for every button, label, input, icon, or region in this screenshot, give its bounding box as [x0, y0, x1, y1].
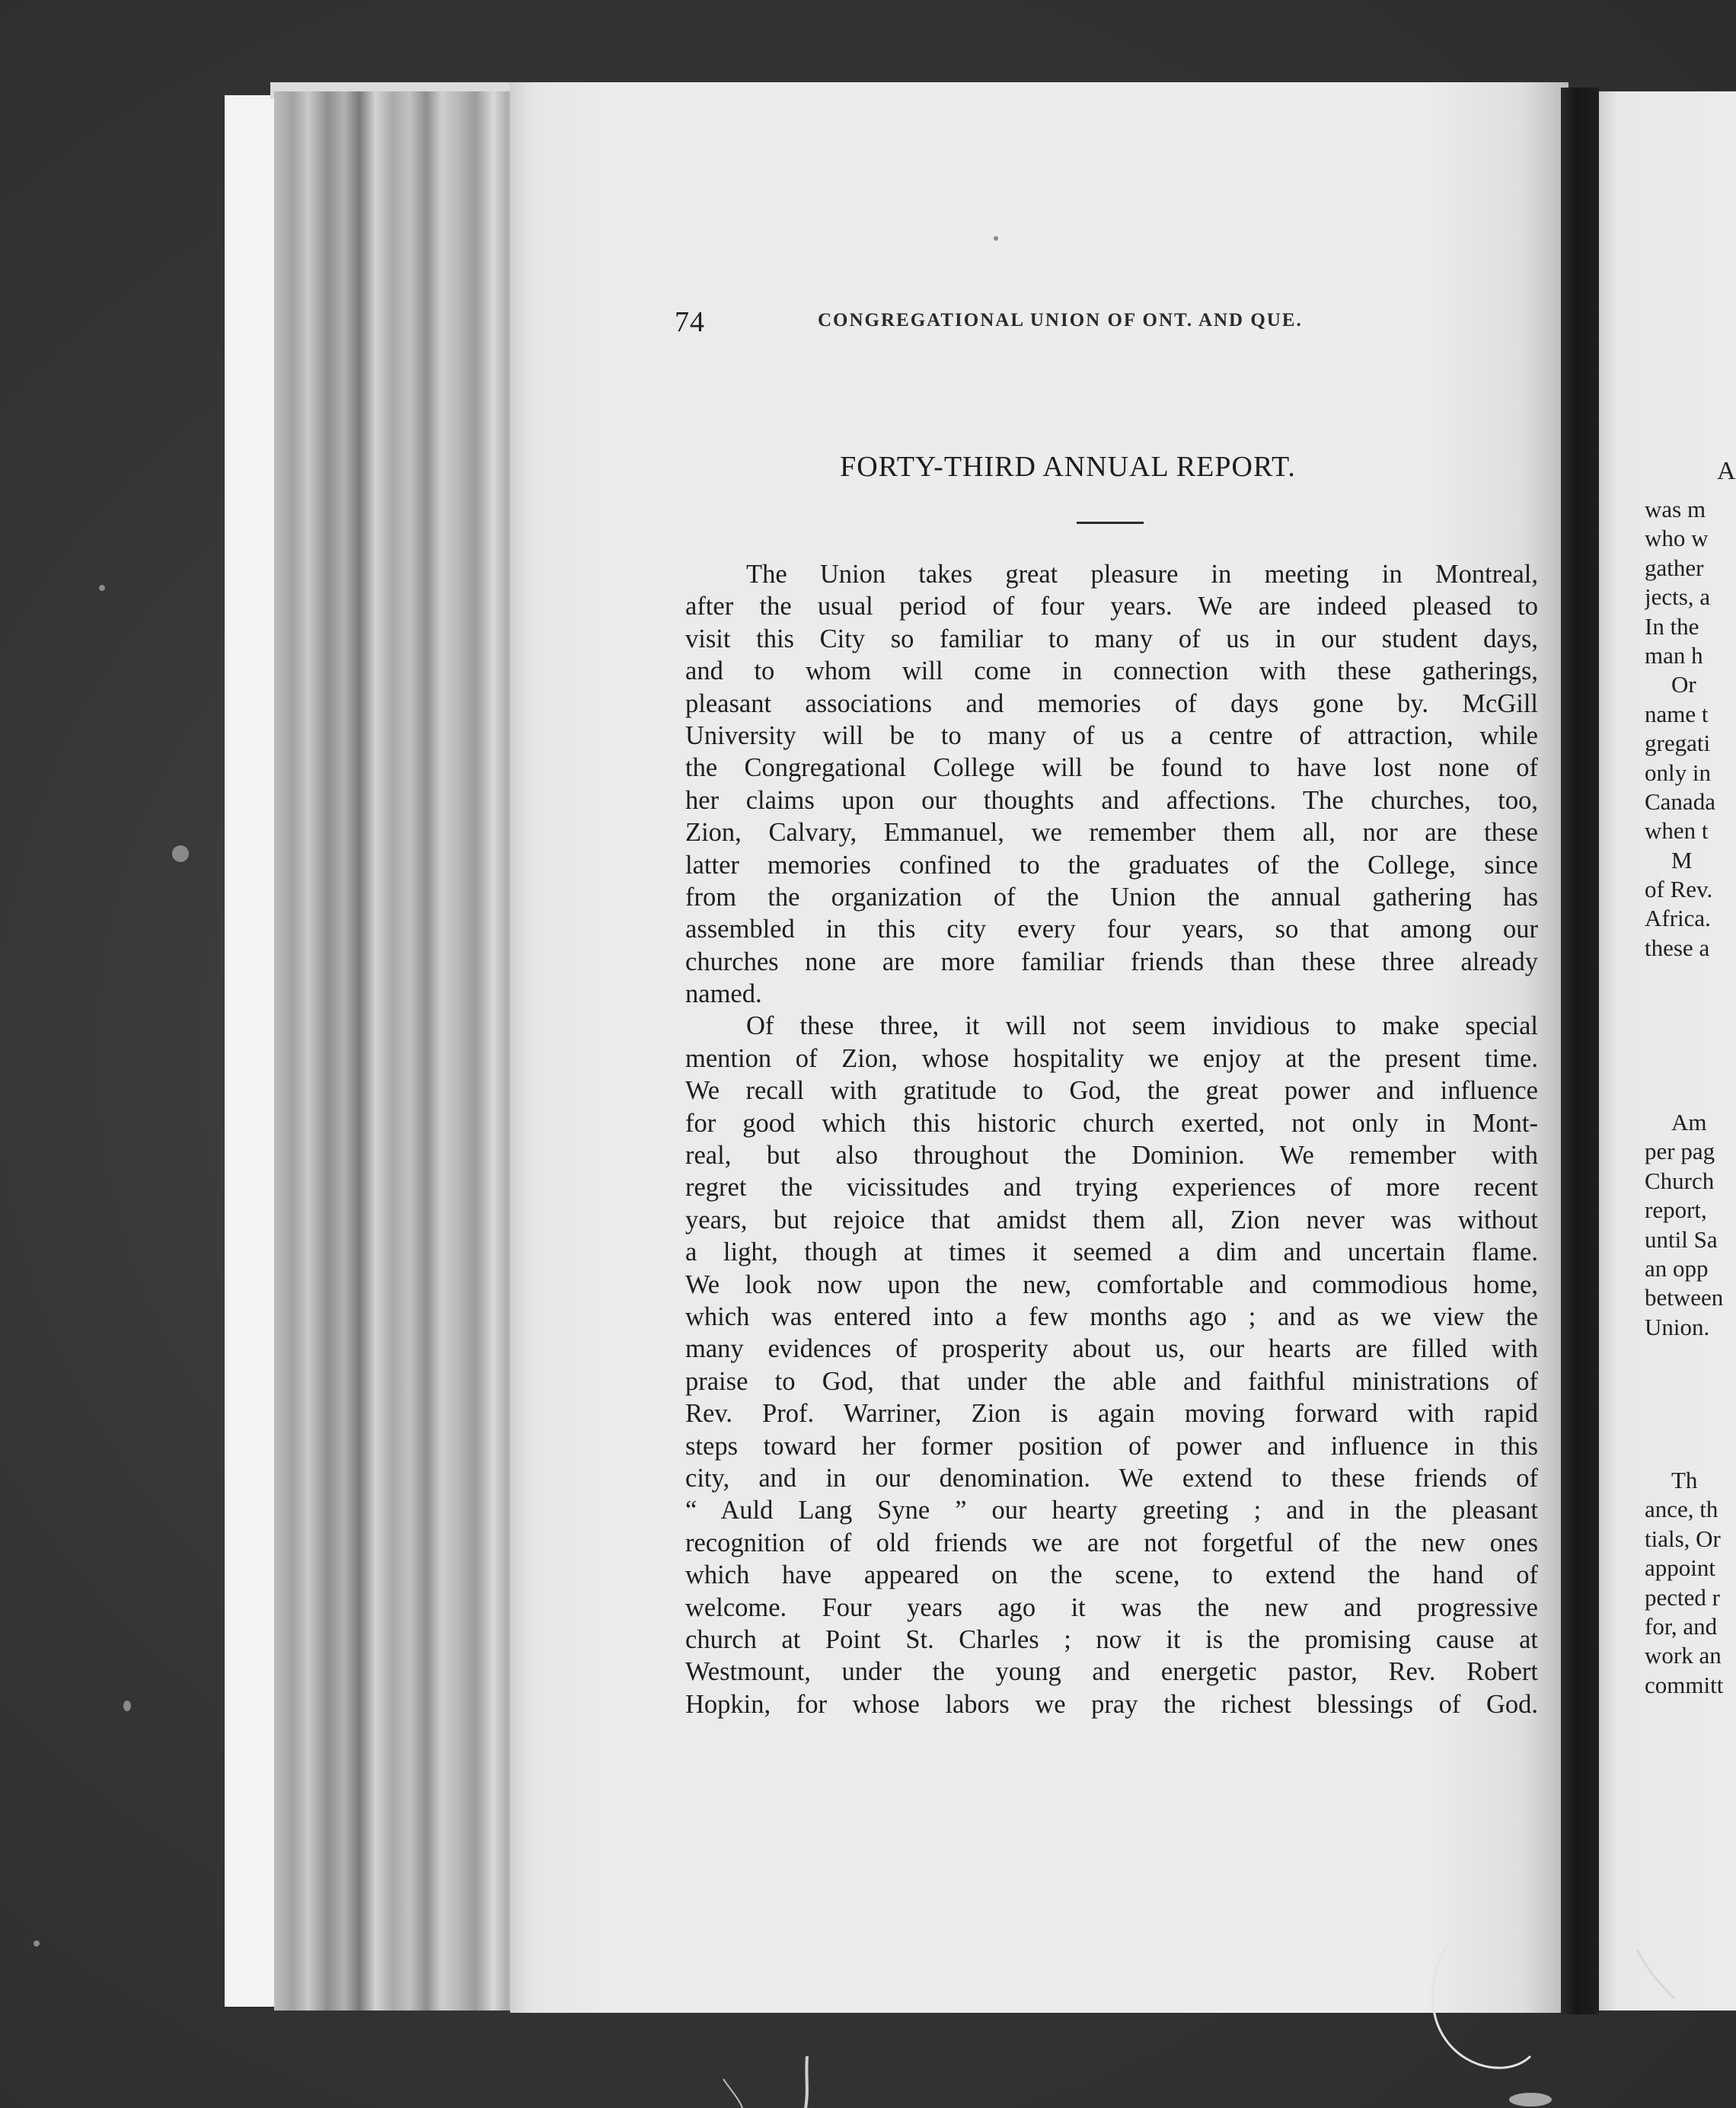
- text-line: her claims upon our thoughts and affections. The churches, too,: [685, 785, 1538, 815]
- facing-text-line: Th: [1671, 1467, 1698, 1493]
- text-line: mention of Zion, whose hospitality we enjoy at the present time.: [685, 1043, 1538, 1073]
- facing-text-line: Am: [1671, 1109, 1707, 1135]
- text-line: regret the vicissitudes and trying experiences of more recent: [685, 1173, 1538, 1203]
- text-line: steps toward her former position of power and influence in this: [685, 1431, 1538, 1461]
- thread-fiber: [723, 2079, 742, 2108]
- facing-text-line: ance, th: [1645, 1496, 1718, 1523]
- dust-speck: [994, 236, 998, 241]
- text-line: recognition of old friends we are not forgetful of the new ones: [685, 1528, 1538, 1557]
- text-line: praise to God, that under the able and faithful ministrations of: [685, 1366, 1538, 1396]
- text-line: Zion, Calvary, Emmanuel, we remember them all, nor are these: [685, 818, 1538, 848]
- dust-speck: [123, 1701, 131, 1711]
- text-line: Rev. Prof. Warriner, Zion is again moving forward with rapid: [685, 1399, 1538, 1429]
- text-line: pleasant associations and memories of days gone by. McGill: [685, 688, 1538, 718]
- facing-text-line: committ: [1645, 1671, 1724, 1698]
- dust-speck: [34, 1940, 40, 1947]
- facing-text-line: pected r: [1645, 1583, 1720, 1611]
- facing-page-heading: A: [1717, 457, 1736, 485]
- facing-text-line: gather: [1645, 554, 1704, 581]
- facing-text-line: per pag: [1645, 1138, 1715, 1165]
- facing-text-line: Union.: [1645, 1313, 1710, 1340]
- facing-text-line: M: [1671, 846, 1693, 874]
- text-line: the Congregational College will be found to have lost none of: [685, 753, 1538, 783]
- text-line: many evidences of prosperity about us, our hearts are filled with: [685, 1334, 1538, 1364]
- text-line: from the organization of the Union the annual gathering has: [685, 882, 1538, 912]
- text-line: Hopkin, for whose labors we pray the richest blessings of God.: [685, 1689, 1538, 1719]
- facing-text-line: of Rev.: [1645, 876, 1713, 903]
- text-line: which was entered into a few months ago ; and as we view the: [685, 1302, 1538, 1331]
- text-line: welcome. Four years ago it was the new and progressive: [685, 1592, 1538, 1622]
- text-line: city, and in our denomination. We extend to these friends of: [685, 1463, 1538, 1493]
- facing-text-line: for, and: [1645, 1612, 1718, 1640]
- facing-text-line: Church: [1645, 1167, 1715, 1194]
- text-line: visit this City so familiar to many of us in our student days,: [685, 624, 1538, 653]
- text-line: years, but rejoice that amidst them all, Zion never was without: [685, 1205, 1538, 1234]
- facing-text-line: man h: [1645, 641, 1703, 669]
- thread-fiber: [1637, 1950, 1675, 1999]
- text-line: Westmount, under the young and energetic pastor, Rev. Robert: [685, 1657, 1538, 1687]
- facing-text-line: appoint: [1645, 1554, 1715, 1582]
- text-line: assembled in this city every four years, so that among our: [685, 915, 1538, 944]
- dust-speck: [99, 585, 105, 591]
- text-line: real, but also throughout the Dominion. We remember with: [685, 1141, 1538, 1171]
- running-head: CONGREGATIONAL UNION OF ONT. AND QUE.: [818, 310, 1303, 331]
- page-number: 74: [675, 306, 705, 338]
- text-line: a light, though at times it seemed a dim and uncertain flame.: [685, 1238, 1538, 1267]
- text-line: which have appeared on the scene, to extend the hand of: [685, 1560, 1538, 1590]
- text-line: University will be to many of us a centre of attraction, while: [685, 720, 1538, 750]
- facing-text-line: until Sa: [1645, 1225, 1718, 1253]
- text-line: churches none are more familiar friends than these three already: [685, 947, 1538, 976]
- text-line: for good which this historic church exerted, not only in Mont-: [685, 1108, 1538, 1138]
- facing-text-line: Canada: [1645, 787, 1715, 815]
- text-line: named.: [685, 979, 762, 1009]
- dust-blob: [1509, 2093, 1552, 2106]
- dust-speck: [172, 845, 189, 862]
- text-line: and to whom will come in connection with these gatherings,: [685, 656, 1538, 686]
- facing-text-line: was m: [1645, 496, 1706, 522]
- thread-fiber: [1432, 1940, 1530, 2068]
- text-line: “ Auld Lang Syne ” our hearty greeting ; and in the pleasant: [685, 1496, 1538, 1525]
- facing-text-line: an opp: [1645, 1254, 1709, 1282]
- facing-text-line: report,: [1645, 1196, 1707, 1224]
- facing-text-line: these a: [1645, 934, 1710, 961]
- facing-text-line: gregati: [1645, 730, 1711, 757]
- facing-text-line: jects, a: [1645, 583, 1711, 611]
- text-line: after the usual period of four years. We are indeed pleased to: [685, 592, 1538, 621]
- report-title: FORTY-THIRD ANNUAL REPORT.: [840, 451, 1296, 483]
- facing-text-line: name t: [1645, 700, 1709, 727]
- facing-text-line: In the: [1645, 612, 1699, 640]
- facing-text-line: who w: [1645, 525, 1709, 552]
- facing-text-line: when t: [1645, 817, 1709, 845]
- text-line: We look now upon the new, comfortable and commodious home,: [685, 1270, 1538, 1299]
- facing-text-line: Or: [1671, 671, 1696, 698]
- facing-text-line: Africa.: [1645, 905, 1711, 932]
- text-line: We recall with gratitude to God, the great power and influence: [685, 1076, 1538, 1106]
- facing-text-line: work an: [1645, 1642, 1722, 1669]
- text-line: church at Point St. Charles ; now it is the promising cause at: [685, 1624, 1538, 1654]
- facing-text-line: between: [1645, 1284, 1724, 1311]
- facing-text-line: only in: [1645, 759, 1711, 786]
- facing-text-line: tials, Or: [1645, 1525, 1721, 1552]
- text-line: The Union takes great pleasure in meeting in Montreal,: [746, 560, 1538, 589]
- text-line: latter memories confined to the graduates of the College, since: [685, 850, 1538, 880]
- text-line: Of these three, it will not seem invidious to make special: [746, 1011, 1538, 1041]
- thread-fiber: [806, 2056, 807, 2108]
